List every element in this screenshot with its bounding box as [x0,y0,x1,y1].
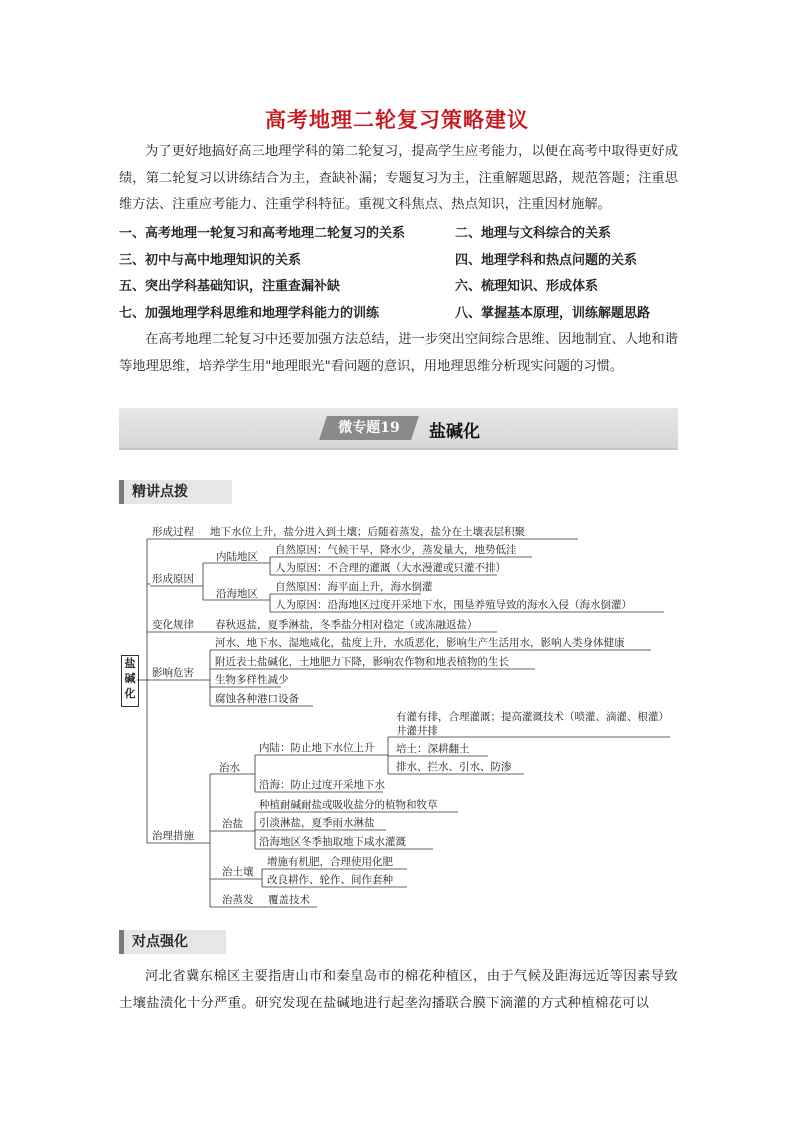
node-evaporation-desc: 覆盖技术 [268,894,310,906]
topic-tag-label: 微专题19 [338,420,400,436]
strategy-item: 八、掌握基本原理，训练解题思路 [455,305,651,321]
node-soil-item: 增施有机肥，合理使用化肥 [267,856,393,868]
strategy-item: 一、高考地理一轮复习和高考地理二轮复习的关系 [119,226,406,241]
topic-title: 盐碱化 [429,422,480,442]
section-heading-key-points: 精讲点拨 [119,480,232,504]
node-coastal-water: 沿海：防止过度开采地下水 [259,779,385,791]
node-inland-region: 内陆地区 [216,551,258,563]
node-coastal-region: 沿海地区 [216,588,258,600]
node-harm-item: 腐蚀各种港口设备 [215,693,299,705]
node-harm-item: 附近表土盐碱化，土地肥力下降，影响农作物和地表植物的生长 [215,656,509,668]
node-water-control: 治水 [219,762,240,774]
page-title: 高考地理二轮复习策略建议 [265,108,529,132]
strategy-item: 六、梳理知识、形成体系 [455,279,599,294]
strategy-item: 四、地理学科和热点问题的关系 [455,252,638,268]
node-harm-item: 生物多样性减少 [215,674,289,686]
node-soil-control: 治土壤 [222,866,254,878]
node-impact-harm: 影响危害 [152,667,194,679]
node-inland-human: 人为原因：不合理的灌溉（大水漫灌或只灌不排） [275,562,506,574]
node-salt-item: 种植耐碱耐盐或吸收盐分的植物和牧草 [259,799,438,811]
section-heading-practice: 对点强化 [119,930,226,954]
node-coastal-human: 人为原因：沿海地区过度开采地下水，围垦养殖导致的海水入侵（海水倒灌） [275,599,632,611]
node-formation-cause: 形成原因 [152,573,194,585]
node-change-pattern-desc: 春秋返盐，夏季淋盐，冬季盐分相对稳定（或冻融返盐） [215,619,478,631]
node-drainage: 排水、拦水、引水、防渗 [396,761,512,773]
node-formation-process: 形成过程 [152,526,194,538]
node-irrigation-1: 有灌有排，合理灌溉；提高灌溉技术（喷灌、滴灌、根灌） [396,711,669,723]
node-salt-control: 治盐 [222,818,243,830]
closing-paragraph: 在高考地理二轮复习中还要加强方法总结，进一步突出空间综合思维、因地制宜、人地和谐等地理思维，培养学生用"地理眼光"看问题的意识，用地理思维分析现实问题的习惯。 [119,332,678,374]
strategy-item: 二、地理与文科综合的关系 [455,226,612,241]
node-soil-ploughing: 培土：深耕翻土 [396,743,470,755]
node-inland-natural: 自然原因：气候干旱，降水少，蒸发量大，地势低洼 [275,544,517,556]
node-evaporation-control: 治蒸发 [222,894,254,906]
strategy-item: 五、突出学科基础知识，注重查漏补缺 [119,279,341,294]
exercise-paragraph: 河北省冀东棉区主要指唐山市和秦皇岛市的棉花种植区，由于气候及距海远近等因素导致土壤盐渍化十分严重。研究发现在盐碱地进行起垄沟播联合膜下滴灌的方式种植棉花可以 [119,969,678,1011]
node-soil-item: 改良耕作、轮作、间作套种 [267,874,393,886]
node-irrigation-2: 井灌井排 [396,725,438,737]
node-control-measures: 治理措施 [152,830,194,842]
mindmap-root: 盐碱化 [121,655,139,707]
node-coastal-natural: 自然原因：海平面上升，海水倒灌 [275,581,433,593]
node-harm-item: 河水、地下水、湿地咸化，盐度上升，水质恶化，影响生产生活用水，影响人类身体健康 [215,637,625,649]
node-inland-water: 内陆：防止地下水位上升 [259,742,375,754]
node-salt-item: 引淡淋盐，夏季雨水淋盐 [259,817,375,829]
node-salt-item: 沿海地区冬季抽取地下咸水灌溉 [259,836,406,848]
node-formation-process-desc: 地下水位上升，盐分进入到土壤；后随着蒸发，盐分在土壤表层积聚 [210,526,525,538]
strategy-item: 三、初中与高中地理知识的关系 [119,252,302,268]
strategy-item: 七、加强地理学科思维和地理学科能力的训练 [119,305,380,321]
intro-paragraph: 为了更好地搞好高三地理学科的第二轮复习，提高学生应考能力，以便在高考中取得更好成绩，第二轮复习以讲练结合为主，查缺补漏；专题复习为主，注重解题思路，规范答题；注重思维方法、注重应考能力、注重学科特征。重视文科焦点、热点知识，注重因材施解。 [119,144,678,212]
node-change-pattern: 变化规律 [152,619,194,631]
